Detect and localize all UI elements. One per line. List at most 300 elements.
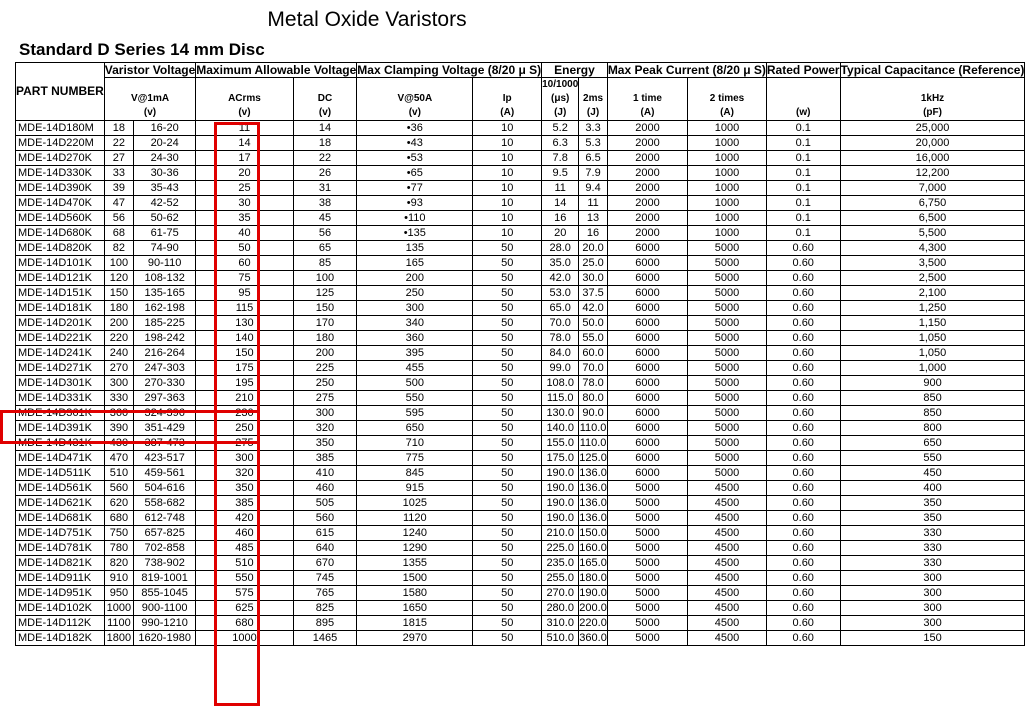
cell-varistor-range: 900-1100	[134, 601, 196, 616]
cell-energy-10-1000: 280.0	[542, 601, 579, 616]
cell-clamp-v: 775	[357, 451, 473, 466]
cell-rated-power: 0.1	[766, 136, 840, 151]
cell-peak-1-time: 5000	[607, 631, 687, 646]
cell-ip: 10	[473, 211, 542, 226]
cell-dc: 170	[293, 316, 357, 331]
cell-rated-power: 0.1	[766, 226, 840, 241]
cell-peak-1-time: 2000	[607, 211, 687, 226]
cell-rated-power: 0.60	[766, 481, 840, 496]
cell-rated-power: 0.60	[766, 331, 840, 346]
cell-clamp-v: 360	[357, 331, 473, 346]
cell-ip: 10	[473, 136, 542, 151]
cell-peak-1-time: 5000	[607, 511, 687, 526]
cell-capacitance: 6,750	[840, 196, 1025, 211]
cell-energy-10-1000: 78.0	[542, 331, 579, 346]
cell-capacitance: 1,050	[840, 346, 1025, 361]
cell-part-number: MDE-14D781K	[16, 541, 105, 556]
cell-part-number: MDE-14D390K	[16, 181, 105, 196]
table-row	[16, 586, 1025, 601]
cell-part-number: MDE-14D911K	[16, 571, 105, 586]
cell-ip: 10	[473, 226, 542, 241]
cell-capacitance: 850	[840, 406, 1025, 421]
cell-dc: 22	[293, 151, 357, 166]
cell-peak-1-time: 6000	[607, 271, 687, 286]
cell-clamp-v: •43	[357, 136, 473, 151]
cell-ip: 50	[473, 271, 542, 286]
cell-rated-power: 0.60	[766, 496, 840, 511]
cell-varistor-range: 819-1001	[134, 571, 196, 586]
cell-clamp-v: •65	[357, 166, 473, 181]
cell-capacitance: 16,000	[840, 151, 1025, 166]
cell-acrms: 115	[196, 301, 293, 316]
cell-capacitance: 300	[840, 616, 1025, 631]
cell-part-number: MDE-14D121K	[16, 271, 105, 286]
cell-energy-10-1000: 84.0	[542, 346, 579, 361]
cell-part-number: MDE-14D471K	[16, 451, 105, 466]
table-row	[16, 331, 1025, 346]
cell-dc: 640	[293, 541, 357, 556]
cell-peak-2-times: 5000	[688, 421, 767, 436]
cell-capacitance: 1,000	[840, 361, 1025, 376]
cell-energy-2ms: 37.5	[579, 286, 608, 301]
cell-peak-1-time: 6000	[607, 361, 687, 376]
cell-acrms: 17	[196, 151, 293, 166]
cell-varistor-v: 750	[104, 526, 133, 541]
cell-ip: 50	[473, 556, 542, 571]
cell-clamp-v: •77	[357, 181, 473, 196]
cell-acrms: 275	[196, 436, 293, 451]
table-row	[16, 436, 1025, 451]
cell-capacitance: 300	[840, 571, 1025, 586]
cell-varistor-range: 61-75	[134, 226, 196, 241]
cell-peak-1-time: 6000	[607, 241, 687, 256]
cell-varistor-v: 39	[104, 181, 133, 196]
header-max-clamping-voltage: Max Clamping Voltage (8/20 μ S)	[357, 63, 542, 77]
cell-varistor-range: 855-1045	[134, 586, 196, 601]
cell-acrms: 35	[196, 211, 293, 226]
header-typical-capacitance: Typical Capacitance (Reference)	[840, 63, 1025, 77]
cell-varistor-v: 360	[104, 406, 133, 421]
cell-acrms: 420	[196, 511, 293, 526]
subheader-ip: Ip (A)	[473, 78, 542, 121]
cell-part-number: MDE-14D102K	[16, 601, 105, 616]
cell-peak-2-times: 5000	[688, 391, 767, 406]
cell-part-number: MDE-14D361K	[16, 406, 105, 421]
cell-energy-2ms: 136.0	[579, 467, 607, 479]
cell-part-number: MDE-14D201K	[16, 316, 105, 331]
cell-energy-10-1000: 11	[542, 181, 579, 196]
cell-rated-power: 0.60	[766, 451, 840, 466]
cell-acrms: 510	[196, 556, 293, 571]
cell-energy-2ms: 136.0	[579, 497, 607, 509]
cell-energy-10-1000: 70.0	[542, 316, 579, 331]
cell-peak-2-times: 4500	[688, 526, 767, 541]
cell-rated-power: 0.60	[766, 286, 840, 301]
cell-part-number: MDE-14D182K	[16, 631, 105, 646]
cell-capacitance: 330	[840, 556, 1025, 571]
cell-peak-1-time: 6000	[607, 331, 687, 346]
cell-varistor-range: 351-429	[134, 421, 196, 436]
cell-peak-1-time: 6000	[607, 316, 687, 331]
cell-energy-10-1000: 65.0	[542, 301, 579, 316]
cell-ip: 50	[473, 391, 542, 406]
cell-varistor-range: 459-561	[134, 466, 196, 481]
cell-varistor-range: 35-43	[134, 181, 196, 196]
cell-varistor-v: 470	[104, 451, 133, 466]
cell-peak-2-times: 1000	[688, 226, 767, 241]
subheader-v50a: V@50A (v)	[357, 78, 473, 121]
cell-peak-1-time: 2000	[607, 121, 687, 136]
cell-acrms: 1000	[196, 631, 293, 646]
cell-rated-power: 0.1	[766, 211, 840, 226]
cell-acrms: 625	[196, 601, 293, 616]
cell-dc: 14	[293, 121, 357, 136]
cell-energy-2ms: 5.3	[579, 136, 608, 151]
cell-dc: 385	[293, 451, 357, 466]
cell-acrms: 385	[196, 496, 293, 511]
cell-peak-1-time: 5000	[607, 586, 687, 601]
cell-energy-10-1000: 190.0	[542, 511, 579, 526]
cell-acrms: 195	[196, 376, 293, 391]
cell-dc: 38	[293, 196, 357, 211]
cell-ip: 50	[473, 346, 542, 361]
cell-energy-2ms: 13	[579, 211, 608, 226]
cell-rated-power: 0.60	[766, 511, 840, 526]
cell-varistor-v: 950	[104, 586, 133, 601]
table-row	[16, 241, 1025, 256]
cell-clamp-v: 1650	[357, 601, 473, 616]
cell-dc: 85	[293, 256, 357, 271]
cell-energy-2ms: 360.0	[579, 632, 607, 644]
cell-peak-2-times: 5000	[688, 436, 767, 451]
table-row	[16, 511, 1025, 526]
cell-rated-power: 0.60	[766, 436, 840, 451]
cell-part-number: MDE-14D511K	[16, 466, 105, 481]
cell-ip: 10	[473, 151, 542, 166]
header-varistor-voltage: Varistor Voltage	[104, 63, 196, 77]
cell-clamp-v: 2970	[357, 631, 473, 646]
cell-peak-1-time: 6000	[607, 451, 687, 466]
table-row	[16, 226, 1025, 241]
cell-acrms: 350	[196, 481, 293, 496]
table-row	[16, 541, 1025, 556]
cell-rated-power: 0.60	[766, 241, 840, 256]
cell-capacitance: 350	[840, 511, 1025, 526]
cell-clamp-v: •53	[357, 151, 473, 166]
table-row	[16, 451, 1025, 466]
cell-energy-10-1000: 42.0	[542, 271, 579, 286]
cell-dc: 350	[293, 436, 357, 451]
cell-part-number: MDE-14D560K	[16, 211, 105, 226]
cell-part-number: MDE-14D681K	[16, 511, 105, 526]
cell-peak-1-time: 6000	[607, 406, 687, 421]
cell-part-number: MDE-14D181K	[16, 301, 105, 316]
cell-peak-2-times: 5000	[688, 361, 767, 376]
cell-energy-2ms: 190.0	[579, 587, 607, 599]
cell-energy-2ms: 200.0	[579, 602, 607, 614]
cell-varistor-v: 300	[104, 376, 133, 391]
cell-peak-1-time: 5000	[607, 556, 687, 571]
cell-varistor-range: 270-330	[134, 376, 196, 391]
cell-part-number: MDE-14D101K	[16, 256, 105, 271]
cell-clamp-v: 1120	[357, 511, 473, 526]
cell-rated-power: 0.60	[766, 601, 840, 616]
cell-energy-2ms: 180.0	[579, 572, 607, 584]
cell-peak-2-times: 4500	[688, 571, 767, 586]
cell-peak-1-time: 6000	[607, 421, 687, 436]
cell-peak-1-time: 5000	[607, 481, 687, 496]
cell-part-number: MDE-14D821K	[16, 556, 105, 571]
table-row	[16, 151, 1025, 166]
table-row	[16, 421, 1025, 436]
cell-capacitance: 2,100	[840, 286, 1025, 301]
cell-capacitance: 650	[840, 436, 1025, 451]
cell-part-number: MDE-14D271K	[16, 361, 105, 376]
cell-varistor-range: 990-1210	[134, 616, 196, 631]
cell-varistor-range: 297-363	[134, 391, 196, 406]
cell-energy-10-1000: 190.0	[542, 496, 579, 511]
cell-acrms: 11	[196, 121, 293, 136]
varistor-spec-table	[15, 62, 1025, 646]
cell-part-number: MDE-14D951K	[16, 586, 105, 601]
subheader-1khz: 1kHz (pF)	[840, 78, 1025, 121]
cell-dc: 615	[293, 526, 357, 541]
cell-rated-power: 0.60	[766, 391, 840, 406]
cell-energy-2ms: 160.0	[579, 542, 607, 554]
cell-peak-2-times: 5000	[688, 316, 767, 331]
cell-varistor-range: 24-30	[134, 151, 196, 166]
cell-varistor-range: 135-165	[134, 286, 196, 301]
cell-varistor-range: 387-473	[134, 436, 196, 451]
table-row	[16, 271, 1025, 286]
cell-acrms: 75	[196, 271, 293, 286]
cell-varistor-v: 1800	[104, 631, 133, 646]
table-subtitle: Standard D Series 14 mm Disc	[19, 40, 265, 59]
cell-peak-2-times: 1000	[688, 121, 767, 136]
cell-peak-2-times: 5000	[688, 286, 767, 301]
table-row	[16, 481, 1025, 496]
cell-peak-1-time: 6000	[607, 376, 687, 391]
cell-capacitance: 350	[840, 496, 1025, 511]
table-row	[16, 121, 1025, 136]
cell-peak-2-times: 4500	[688, 601, 767, 616]
cell-rated-power: 0.60	[766, 466, 840, 481]
cell-clamp-v: 845	[357, 466, 473, 481]
cell-varistor-range: 108-132	[134, 271, 196, 286]
cell-energy-10-1000: 28.0	[542, 241, 579, 256]
cell-varistor-v: 150	[104, 286, 133, 301]
subheader-2ms: 2ms (J)	[579, 78, 608, 121]
cell-clamp-v: 915	[357, 481, 473, 496]
cell-clamp-v: 300	[357, 301, 473, 316]
cell-rated-power: 0.60	[766, 541, 840, 556]
cell-clamp-v: •135	[357, 226, 473, 241]
header-max-allowable-voltage: Maximum Allowable Voltage	[196, 63, 357, 77]
cell-acrms: 40	[196, 226, 293, 241]
table-row	[16, 181, 1025, 196]
cell-part-number: MDE-14D270K	[16, 151, 105, 166]
cell-peak-1-time: 5000	[607, 571, 687, 586]
cell-peak-2-times: 1000	[688, 166, 767, 181]
cell-rated-power: 0.60	[766, 586, 840, 601]
cell-ip: 50	[473, 601, 542, 616]
cell-energy-10-1000: 255.0	[542, 571, 579, 586]
cell-varistor-v: 68	[104, 226, 133, 241]
cell-ip: 50	[473, 631, 542, 646]
cell-part-number: MDE-14D820K	[16, 241, 105, 256]
cell-clamp-v: 135	[357, 241, 473, 256]
cell-peak-2-times: 5000	[688, 451, 767, 466]
cell-dc: 505	[293, 496, 357, 511]
cell-dc: 18	[293, 136, 357, 151]
cell-peak-1-time: 6000	[607, 256, 687, 271]
cell-dc: 125	[293, 286, 357, 301]
cell-dc: 410	[293, 466, 357, 481]
cell-energy-10-1000: 155.0	[542, 436, 579, 451]
table-row	[16, 556, 1025, 571]
cell-ip: 10	[473, 166, 542, 181]
cell-dc: 225	[293, 361, 357, 376]
cell-capacitance: 1,050	[840, 331, 1025, 346]
cell-acrms: 210	[196, 391, 293, 406]
cell-varistor-v: 100	[104, 256, 133, 271]
cell-peak-2-times: 5000	[688, 406, 767, 421]
cell-peak-2-times: 1000	[688, 196, 767, 211]
cell-clamp-v: 1580	[357, 586, 473, 601]
cell-peak-1-time: 5000	[607, 541, 687, 556]
table-row	[16, 136, 1025, 151]
cell-varistor-range: 216-264	[134, 346, 196, 361]
table-row	[16, 526, 1025, 541]
cell-dc: 250	[293, 376, 357, 391]
subheader-10-1000: 10/1000 (μs) (J)	[542, 78, 579, 121]
cell-acrms: 14	[196, 136, 293, 151]
cell-acrms: 460	[196, 526, 293, 541]
cell-clamp-v: 340	[357, 316, 473, 331]
cell-part-number: MDE-14D331K	[16, 391, 105, 406]
cell-varistor-range: 738-902	[134, 556, 196, 571]
cell-peak-2-times: 5000	[688, 256, 767, 271]
cell-energy-10-1000: 6.3	[542, 136, 579, 151]
cell-energy-2ms: 30.0	[579, 271, 608, 286]
cell-dc: 31	[293, 181, 357, 196]
table-row	[16, 256, 1025, 271]
cell-ip: 50	[473, 451, 542, 466]
cell-energy-10-1000: 175.0	[542, 451, 579, 466]
cell-capacitance: 400	[840, 481, 1025, 496]
cell-energy-10-1000: 270.0	[542, 586, 579, 601]
cell-varistor-v: 22	[104, 136, 133, 151]
page-title: Metal Oxide Varistors	[267, 8, 467, 31]
cell-peak-2-times: 4500	[688, 556, 767, 571]
cell-rated-power: 0.60	[766, 631, 840, 646]
cell-varistor-range: 162-198	[134, 301, 196, 316]
subheader-row	[16, 78, 1025, 121]
cell-peak-2-times: 4500	[688, 586, 767, 601]
cell-energy-2ms: 50.0	[579, 316, 608, 331]
cell-rated-power: 0.60	[766, 301, 840, 316]
cell-energy-10-1000: 16	[542, 211, 579, 226]
cell-ip: 50	[473, 616, 542, 631]
cell-dc: 100	[293, 271, 357, 286]
subheader-watts: (w)	[766, 78, 840, 121]
cell-part-number: MDE-14D241K	[16, 346, 105, 361]
cell-peak-1-time: 6000	[607, 346, 687, 361]
cell-peak-2-times: 1000	[688, 181, 767, 196]
cell-rated-power: 0.60	[766, 421, 840, 436]
cell-dc: 560	[293, 511, 357, 526]
cell-peak-2-times: 4500	[688, 511, 767, 526]
cell-varistor-v: 560	[104, 481, 133, 496]
cell-rated-power: 0.60	[766, 406, 840, 421]
cell-varistor-v: 510	[104, 466, 133, 481]
cell-capacitance: 330	[840, 526, 1025, 541]
cell-clamp-v: 1355	[357, 556, 473, 571]
cell-acrms: 30	[196, 196, 293, 211]
cell-energy-10-1000: 115.0	[542, 391, 579, 406]
cell-clamp-v: 1290	[357, 541, 473, 556]
cell-rated-power: 0.60	[766, 376, 840, 391]
cell-ip: 10	[473, 181, 542, 196]
cell-peak-1-time: 2000	[607, 151, 687, 166]
cell-varistor-v: 390	[104, 421, 133, 436]
cell-acrms: 320	[196, 466, 293, 481]
cell-clamp-v: 395	[357, 346, 473, 361]
cell-ip: 10	[473, 121, 542, 136]
header-rated-power: Rated Power	[766, 63, 840, 77]
cell-peak-1-time: 2000	[607, 181, 687, 196]
cell-peak-2-times: 1000	[688, 151, 767, 166]
cell-dc: 825	[293, 601, 357, 616]
cell-varistor-v: 33	[104, 166, 133, 181]
cell-capacitance: 300	[840, 601, 1025, 616]
cell-part-number: MDE-14D621K	[16, 496, 105, 511]
cell-part-number: MDE-14D112K	[16, 616, 105, 631]
table-row	[16, 571, 1025, 586]
header-energy: Energy	[542, 63, 608, 78]
cell-capacitance: 4,300	[840, 241, 1025, 256]
cell-peak-2-times: 5000	[688, 466, 767, 481]
cell-part-number: MDE-14D220M	[16, 136, 105, 151]
cell-varistor-range: 612-748	[134, 511, 196, 526]
cell-peak-2-times: 1000	[688, 211, 767, 226]
cell-rated-power: 0.60	[766, 361, 840, 376]
cell-energy-2ms: 78.0	[579, 376, 608, 391]
cell-rated-power: 0.60	[766, 256, 840, 271]
cell-ip: 50	[473, 586, 542, 601]
cell-varistor-range: 30-36	[134, 166, 196, 181]
cell-ip: 50	[473, 301, 542, 316]
cell-energy-2ms: 25.0	[579, 256, 608, 271]
table-row	[16, 376, 1025, 391]
cell-varistor-range: 423-517	[134, 451, 196, 466]
cell-capacitance: 3,500	[840, 256, 1025, 271]
table-row	[16, 301, 1025, 316]
cell-energy-2ms: 165.0	[579, 557, 607, 569]
cell-energy-2ms: 42.0	[579, 301, 608, 316]
cell-varistor-v: 270	[104, 361, 133, 376]
cell-varistor-v: 680	[104, 511, 133, 526]
cell-part-number: MDE-14D221K	[16, 331, 105, 346]
cell-clamp-v: •36	[357, 121, 473, 136]
cell-energy-10-1000: 108.0	[542, 376, 579, 391]
cell-varistor-v: 780	[104, 541, 133, 556]
cell-varistor-range: 50-62	[134, 211, 196, 226]
cell-capacitance: 7,000	[840, 181, 1025, 196]
cell-acrms: 140	[196, 331, 293, 346]
cell-ip: 50	[473, 256, 542, 271]
cell-rated-power: 0.60	[766, 526, 840, 541]
